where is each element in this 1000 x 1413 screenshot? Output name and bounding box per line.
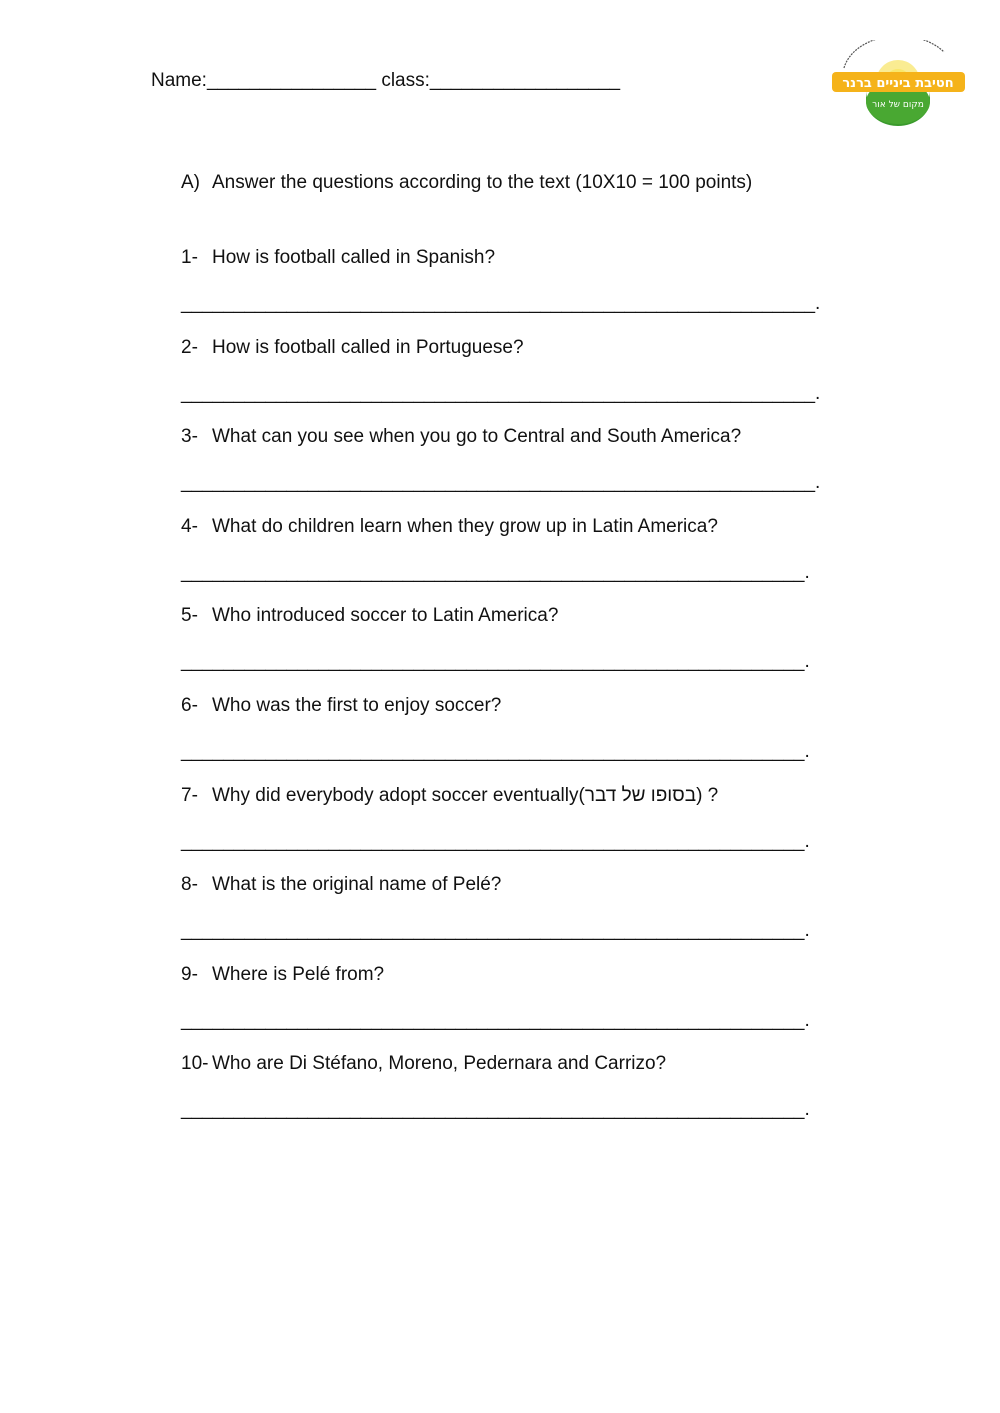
answer-line[interactable]: ____________________________________________________________. bbox=[181, 472, 821, 494]
instructions bbox=[181, 172, 752, 194]
class-field[interactable]: __________________ bbox=[429, 70, 621, 91]
answer-line[interactable]: ___________________________________________________________. bbox=[181, 561, 810, 583]
name-field[interactable]: ________________ bbox=[206, 70, 377, 91]
question-number: 6- bbox=[181, 695, 198, 716]
answer-line[interactable]: ___________________________________________________________. bbox=[181, 830, 810, 852]
answer-line[interactable]: ___________________________________________________________. bbox=[181, 920, 810, 942]
question-5 bbox=[181, 605, 558, 627]
class-label: class: bbox=[381, 70, 430, 91]
question-4 bbox=[181, 516, 718, 538]
name-label: Name: bbox=[151, 70, 207, 91]
header bbox=[151, 70, 620, 92]
question-number: 4- bbox=[181, 515, 198, 537]
answer-line[interactable]: ___________________________________________________________. bbox=[181, 1009, 810, 1031]
question-3 bbox=[181, 426, 741, 448]
question-text: Why did everybody adopt soccer eventually(בסופו של דבר) ? bbox=[212, 784, 719, 806]
section-marker: A) bbox=[181, 172, 200, 193]
instructions-text: Answer the questions according to the text (10X10 = 100 points) bbox=[212, 172, 753, 193]
logo-title: חטיבת ביניים ברנר bbox=[842, 76, 954, 91]
question-number: 8- bbox=[181, 874, 198, 896]
answer-line[interactable]: ____________________________________________________________. bbox=[181, 382, 821, 404]
answer-line[interactable]: ___________________________________________________________. bbox=[181, 741, 810, 762]
question-text: Who are Di Stéfano, Moreno, Pedernara and Carrizo? bbox=[212, 1053, 667, 1075]
question-number: 5- bbox=[181, 605, 198, 627]
question-6 bbox=[181, 695, 501, 717]
question-1 bbox=[181, 247, 495, 269]
question-number: 1- bbox=[181, 247, 198, 268]
answer-line[interactable]: ___________________________________________________________. bbox=[181, 651, 810, 673]
question-text: Who introduced soccer to Latin America? bbox=[212, 605, 559, 627]
question-number: 9- bbox=[181, 963, 198, 985]
question-7 bbox=[181, 785, 718, 807]
question-10 bbox=[181, 1053, 666, 1075]
question-2 bbox=[181, 337, 524, 359]
question-8 bbox=[181, 874, 501, 896]
question-text: What can you see when you go to Central and South America? bbox=[212, 426, 742, 448]
question-text: How is football called in Spanish? bbox=[212, 247, 496, 268]
logo-subtitle: מקום של אור bbox=[872, 100, 924, 110]
question-text: What do children learn when they grow up in Latin America? bbox=[212, 515, 718, 537]
question-number: 10- bbox=[181, 1053, 209, 1075]
question-number: 3- bbox=[181, 426, 198, 448]
question-text: How is football called in Portuguese? bbox=[212, 336, 524, 358]
school-logo bbox=[826, 40, 971, 126]
answer-line[interactable]: ___________________________________________________________. bbox=[181, 1099, 810, 1121]
question-text: Where is Pelé from? bbox=[212, 963, 385, 985]
question-number: 7- bbox=[181, 784, 198, 806]
question-text: What is the original name of Pelé? bbox=[212, 874, 502, 896]
question-number: 2- bbox=[181, 336, 198, 358]
question-text: Who was the first to enjoy soccer? bbox=[212, 695, 502, 716]
question-9 bbox=[181, 964, 384, 986]
answer-line[interactable]: ____________________________________________________________. bbox=[181, 293, 821, 314]
